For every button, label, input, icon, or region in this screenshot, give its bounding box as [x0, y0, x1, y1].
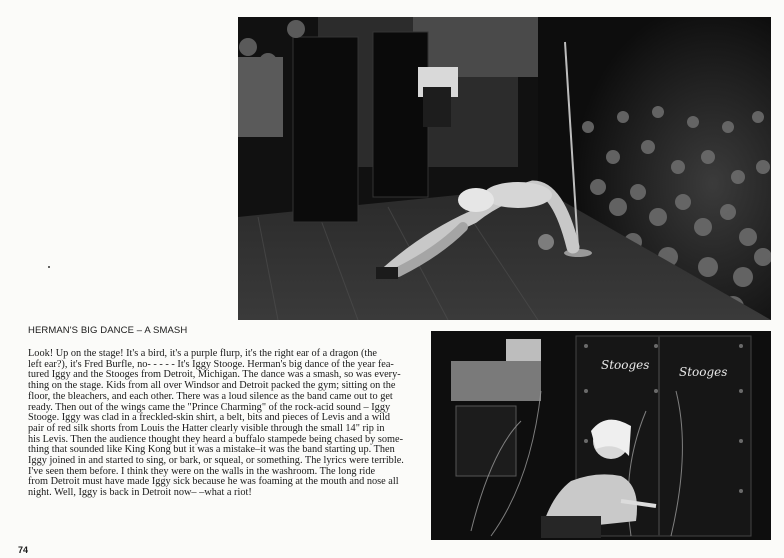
article-line: ready. Then out of the wings came the "Prince Charming" of the rock-acid sound – Iggy: [28, 401, 391, 413]
concert-photo-stage-image: [238, 17, 771, 320]
article-line: his Levis. Then the audience thought they heard a buffalo stampede being chased by some-: [28, 433, 404, 445]
article-line: left ear?), it's Fred Burfle, no- - - - - It's Iggy Stooge. Herman's big dance of the year fea-: [28, 358, 394, 370]
article-line: I've seen them before. I think they were on the walls in the washroom. The long ride: [28, 465, 376, 477]
print-speck: [48, 266, 50, 268]
article-line: thing on the stage. Kids from all over Windsor and Detroit packed the gym; sitting on the: [28, 380, 396, 392]
concert-photo-amplifiers: [431, 331, 771, 540]
article-line: Iggy joined in and started to sing, or bark, or squeal, or something. The lyrics were terrible.: [28, 455, 404, 467]
page-number: 74: [18, 545, 29, 555]
article-line: night. Well, Iggy is back in Detroit now– –what a riot!: [28, 487, 252, 499]
article-line: pair of red silk shorts from Louis the Hatter clearly visible through the small 14" rip in: [28, 422, 385, 434]
amp-label-right: Stooges: [679, 365, 728, 379]
article-headline: HERMAN'S BIG DANCE – A SMASH: [28, 325, 188, 336]
article-line: floor, the bleachers, and each other. There was a loud silence as the band came out to get: [28, 390, 393, 402]
article-line: thing that sounded like King Kong but it was a mistake–it was the band starting up. Then: [28, 444, 395, 456]
concert-photo-amplifiers-image: [431, 331, 771, 540]
article-line: Stooge. Iggy was clad in a freckled-skin shirt, a belt, bits and pieces of Levis and a wild: [28, 412, 391, 424]
article-line: Look! Up on the stage! It's a bird, it's a purple flurp, it's the right ear of a dragon (the: [28, 348, 377, 359]
article-line: tured Iggy and the Stooges from Detroit, Michigan. The dance was a smash, so was every-: [28, 369, 401, 381]
concert-photo-stage: [238, 17, 771, 320]
amp-label-left: Stooges: [601, 358, 650, 372]
article-line: from Detroit must have made Iggy sick because he was foaming at the mouth and nose all: [28, 476, 399, 488]
article-body: [28, 349, 428, 499]
